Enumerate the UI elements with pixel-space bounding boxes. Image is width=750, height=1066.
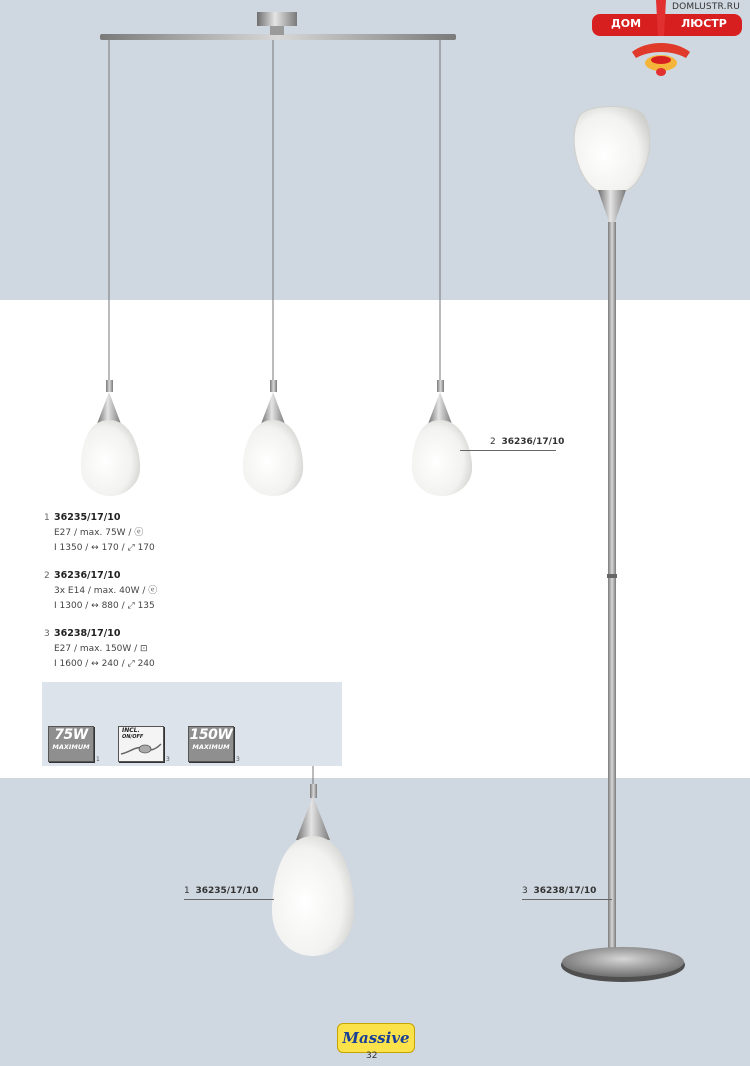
callout-number: 3	[522, 886, 528, 896]
callout-number: 1	[184, 886, 190, 896]
spec-line-power: E27 / max. 150W / ⊡	[54, 644, 148, 654]
spec-number: 1	[44, 513, 50, 523]
spec-number: 3	[44, 629, 50, 639]
pendant-36236-ceiling-bar	[100, 12, 456, 40]
icon-small-text: ON/OFF	[122, 734, 144, 740]
spec-line-dimensions: I 1300 / ↔ 880 / ⤢ 135	[54, 601, 155, 611]
feature-icon-panel	[42, 682, 342, 766]
150w-maximum-icon	[188, 726, 234, 762]
spec-line-power: 3x E14 / max. 40W / ⓔ	[54, 586, 158, 596]
brand-name: Massive	[342, 1029, 410, 1047]
incl-on-off-switch-icon	[118, 726, 164, 762]
callout-code: 36238/17/10	[533, 886, 597, 896]
callout-leader-line	[522, 899, 612, 900]
spec-code: 36235/17/10	[54, 512, 121, 523]
callout-36235	[184, 886, 258, 896]
spec-line-dimensions: I 1600 / ↔ 240 / ⤢ 240	[54, 659, 155, 669]
75w-maximum-icon	[48, 726, 94, 762]
spec-line-power: E27 / max. 75W / ⓔ	[54, 528, 144, 538]
spec-line-dimensions: I 1350 / ↔ 170 / ⤢ 170	[54, 543, 155, 553]
callout-leader-line	[460, 450, 556, 451]
pendant-36236-shade-middle	[243, 380, 303, 496]
logo-word-lustr: ЛЮСТР	[670, 16, 738, 32]
icon-big-text: 75W	[54, 727, 88, 743]
switch-cord-icon	[119, 740, 163, 758]
icon-small-text: MAXIMUM	[52, 743, 90, 751]
page-number: 32	[366, 1051, 378, 1061]
icon-number: 1	[96, 756, 100, 763]
spec-code: 36236/17/10	[54, 570, 121, 581]
spec-code: 36238/17/10	[54, 628, 121, 639]
callout-leader-line	[184, 899, 274, 900]
icon-number: 3	[236, 756, 240, 763]
callout-number: 2	[490, 437, 496, 447]
pendant-36236-shade-left	[81, 380, 140, 496]
floor-lamp-36238	[561, 107, 685, 983]
pendant-36236-shade-right	[412, 380, 472, 496]
callout-36238	[522, 886, 596, 896]
icon-big-text: 150W	[189, 727, 233, 743]
callout-code: 36236/17/10	[501, 437, 565, 447]
callout-36236	[490, 437, 564, 447]
callout-code: 36235/17/10	[195, 886, 259, 896]
massive-brand-logo	[337, 1023, 415, 1053]
icon-big-text: INCL.	[122, 727, 140, 734]
pendant-36236-cords	[109, 40, 440, 382]
icon-small-text: MAXIMUM	[192, 743, 230, 751]
spec-block-2	[44, 568, 157, 614]
spec-number: 2	[44, 571, 50, 581]
icon-number: 3	[166, 756, 170, 763]
spec-block-1	[44, 510, 155, 556]
logo-url[interactable]: DOMLUSTR.RU	[672, 2, 740, 12]
logo-word-dom: ДОМ	[602, 16, 650, 32]
spec-block-3	[44, 626, 155, 672]
